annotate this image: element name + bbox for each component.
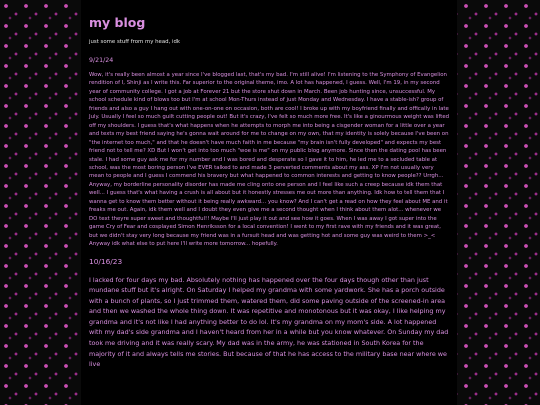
blog-title[interactable]: my blog: [89, 15, 146, 30]
blog-page: [81, 0, 457, 405]
post-date: 10/16/23: [89, 256, 123, 266]
blog-tagline: just some stuff from my head, idk: [89, 39, 181, 45]
post-body: Wow, it's really been almost a year since I've blogged last, that's my bad. I'm still alive! I'm listening to the Symphony of Evangelion rendition of I, Shinji as I write this. Far superior to the original theme, imo. A lot has happened, I guess. Well, I'm 19, in my second year of community college. I got a job at Forever 21 but the store shut down in March. Been job hunting since, unsuccessful. My school schedule kind of blows too but I'm at school Mon-Thurs instead of just Monday and Wednesday. I have a stable-ish? group of friends and also a guy I hang out with one-on-one on occasion, both are cool! I broke up with my boyfriend finally and offically in late July. Usually I feel so much guilt cutting people out! But it's crazy, I've felt so much more free. It's like a ginourmous weight was lifted off my shoulders. I guess that's what happens when he attempts to morph me into being a cisgender woman for a little over a year and texts my best friend saying he's gonna wait around for me to change on my own, that my identity is solely because I've been on "the internet too much," and that he doesn't have much faith in me because "my brain isn't fully developed" and expects my best friend not to tell me? XD But I won't get into too much "woe is me" on my public blog anymore. Since then the dating pool has been stale. I had some guy ask me for my number and I was bored and desperate so I gave it to him, he led me to a secluded table at school, was the most boring person I've EVER talked to and made 3 perverted comments about my ass. XP I'm not usually very mean to people and I guess I commend his bravery but what happened to common interests and getting to know people?? Urrgh... Anyway, my borderline personality disorder has made me cling onto one person and I feel like such a creep because idk them that well... I guess that's what having a crush is all about but it honestly stresses me out more than anything. Idk how to tell them that I wanna get to know them better without it being really awkward... you know? And I can't get a read on how they feel about ME and it freaks me out. Again, idk them well and I doubt they even give me a second thought when I think about them alot... whenever we DO text theyre super sweet and thoughtful!! Maybe I'll just play it out and see how it goes. When I was away I got super into the game Cry of Fear and cosplayed Simon Henriksson for a local convention! I went to my first rave with my friends and it was great, but we didn't stay very long because my friend was in a fursuit head and was getting hot and some guy was weird to them >_< Anyway idk what else to put here I'll write more tomorrow... hopefully.: [89, 72, 450, 248]
post-body: I lacked for four days my bad. Absolutely nothing has happened over the four days though other than just mundane stuff but it's alright. On Saturday I helped my grandma with some yardwork. She has a porch outside with a bunch of plants, so I just trimmed them, watered them, did some paving outside of the screened-in area and then we washed the whole thing down. It was repetitive and monotonous but it was okay, I like helping my grandma and it's not like I had anything better to do lol. It's my grandma on my mom's side. A lot happened with my dad's side grandma and I haven't heard from her in a while but you know whatever. On Sunday my dad took me driving and it was really scary. My dad was in the army, he was stationed in South Korea for the majority of it and always tells me stories. But because of that he has access to the military base near where we live: [89, 275, 449, 369]
post-date: 9/21/24: [89, 57, 114, 64]
